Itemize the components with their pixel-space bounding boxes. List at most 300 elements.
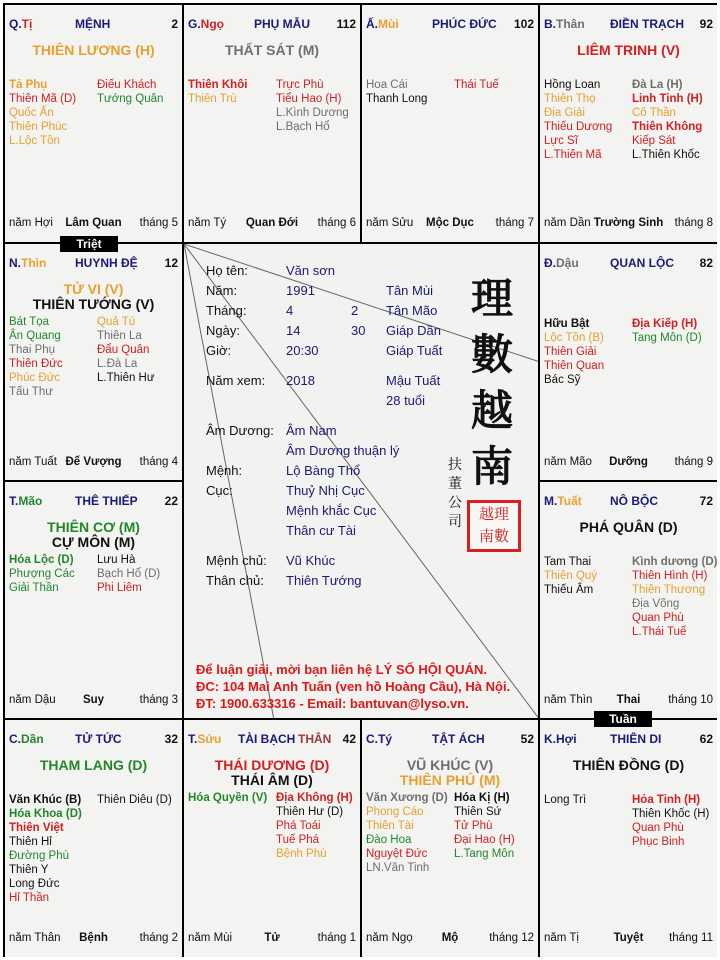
palace-stem: B. — [544, 17, 556, 31]
info-label: Giờ: — [206, 343, 232, 358]
palace-footer — [366, 932, 534, 946]
palace-branch-name: Tuất — [557, 494, 582, 508]
palace-month: tháng 4 — [139, 456, 178, 468]
palace-month: tháng 5 — [139, 217, 178, 229]
palace-cell[interactable] — [184, 720, 360, 957]
palace-branch — [9, 494, 42, 508]
info-can-chi: Giáp Dần — [386, 323, 441, 338]
palace-cell[interactable] — [540, 5, 717, 242]
palace-age-number: 52 — [520, 732, 534, 746]
palace-year: năm Thân — [9, 932, 61, 944]
palace-cell[interactable] — [5, 720, 182, 957]
palace-stem: N. — [9, 256, 21, 270]
palace-stem: Ấ. — [366, 17, 378, 31]
info-lunar-value: 2 — [351, 303, 359, 318]
palace-year: năm Mùi — [188, 932, 233, 944]
palace-footer — [544, 456, 713, 470]
main-star: THIÊN ĐỒNG (D) — [572, 757, 685, 773]
main-star: THẤT SÁT (M) — [224, 42, 320, 58]
minor-star: Tuế Phá — [276, 834, 320, 846]
minor-star: Địa Võng — [632, 598, 680, 610]
minor-star: Tả Phụ — [9, 79, 48, 91]
minor-stars-left — [188, 78, 247, 106]
minor-stars-left — [544, 78, 612, 162]
info-value: 20:30 — [286, 343, 319, 358]
minor-star: Thiên Khôi — [188, 79, 248, 91]
palace-age-number: 112 — [336, 17, 356, 31]
palace-stem: T. — [9, 494, 19, 508]
palace-branch-name: Ngọ — [200, 17, 224, 31]
palace-year: năm Sửu — [366, 217, 414, 229]
palace-name: PHÚC ĐỨC — [432, 17, 497, 31]
info-label: Tháng: — [206, 303, 247, 318]
info-lunar-value: 30 — [351, 323, 366, 338]
palace-branch-name: Thân — [556, 17, 585, 31]
minor-star: Nguyệt Đức — [366, 848, 428, 860]
life-stage: Dưỡng — [609, 456, 648, 468]
palace-footer — [9, 456, 178, 470]
palace-age-number: 2 — [171, 17, 178, 31]
minor-stars-right — [632, 793, 709, 849]
info-label: Âm Dương: — [206, 423, 274, 438]
minor-star: Hoa Cái — [366, 79, 408, 91]
info-value: 14 — [286, 323, 301, 338]
palace-branch-name: Mùi — [378, 17, 399, 31]
palace-footer — [9, 217, 178, 231]
info-can-chi: Giáp Tuất — [386, 343, 443, 358]
calligraphy-char: 越 — [471, 386, 514, 435]
info-value: Thân cư Tài — [286, 523, 356, 538]
palace-branch-name: Mão — [18, 494, 43, 508]
minor-stars-left — [9, 78, 76, 148]
contact-line: ĐT: 1900.633316 - Email: bantuvan@lyso.vn. — [196, 696, 469, 711]
info-can-chi: Tân Mão — [386, 303, 438, 318]
info-label: Năm xem: — [206, 373, 266, 388]
minor-star: Thiên Phúc — [9, 121, 68, 133]
info-label: Cục: — [206, 483, 233, 498]
chart-center-info — [184, 244, 538, 718]
main-stars — [184, 43, 360, 58]
minor-stars-left — [366, 791, 448, 875]
calligraphy-char: 南 — [471, 442, 514, 491]
palace-name: TẬT ÁCH — [432, 732, 485, 746]
palace-header — [9, 256, 178, 272]
info-label: Thân chủ: — [206, 573, 264, 588]
palace-branch — [9, 732, 44, 746]
minor-star: Thiếu Âm — [544, 584, 594, 596]
palace-header — [188, 732, 356, 748]
minor-stars-left — [9, 315, 63, 399]
palace-year: năm Hợi — [9, 217, 53, 229]
life-stage: Quan Đới — [245, 217, 299, 229]
palace-cell[interactable] — [540, 720, 717, 957]
main-stars — [5, 520, 182, 550]
minor-star: Điếu Khách — [97, 79, 157, 91]
minor-star: Tam Thai — [544, 556, 592, 568]
main-stars — [5, 758, 182, 773]
palace-month: tháng 3 — [139, 694, 178, 706]
minor-star: Tử Phù — [454, 820, 493, 832]
palace-footer — [366, 217, 534, 231]
palace-header — [366, 732, 534, 748]
palace-branch — [9, 256, 46, 270]
main-star: CỰ MÔN (M) — [51, 534, 136, 550]
minor-star: Thanh Long — [366, 93, 428, 105]
palace-branch — [544, 494, 582, 508]
minor-star: Thai Phụ — [9, 344, 56, 356]
minor-star: Quốc Ấn — [9, 107, 54, 119]
minor-star: Ân Quang — [9, 330, 61, 342]
main-star: THIÊN CƠ (M) — [47, 519, 140, 535]
minor-star: Thái Tuế — [454, 79, 499, 91]
palace-age-number: 22 — [164, 494, 178, 508]
palace-year: năm Tị — [544, 932, 579, 944]
minor-star: Lưu Hà — [97, 554, 136, 566]
palace-age-number: 82 — [699, 256, 713, 270]
minor-star: Trực Phù — [276, 79, 324, 91]
palace-header — [544, 732, 713, 748]
palace-month: tháng 2 — [139, 932, 178, 944]
minor-star: Cô Thần — [632, 107, 676, 119]
palace-cell[interactable] — [5, 5, 182, 242]
minor-star: Tấu Thư — [9, 386, 53, 398]
palace-year: năm Tuất — [9, 456, 57, 468]
minor-stars-left — [9, 553, 75, 595]
palace-name: ĐIỀN TRẠCH — [610, 17, 684, 31]
minor-stars-right — [276, 78, 349, 134]
palace-footer — [188, 217, 356, 231]
minor-star: Thiếu Dương — [544, 121, 613, 133]
minor-star: Lộc Tồn (B) — [544, 332, 604, 344]
life-stage: Thai — [616, 694, 641, 706]
tuan-marker: Tuần — [594, 711, 652, 727]
minor-stars-left — [544, 555, 597, 597]
palace-stem: Q. — [9, 17, 22, 31]
palace-name: TÀI BẠCH — [238, 732, 296, 746]
main-star: THIÊN TƯỚNG (V) — [32, 296, 155, 312]
minor-star: Thiên Quý — [544, 570, 598, 582]
palace-stem: M. — [544, 494, 558, 508]
info-value: Âm Dương thuận lý — [286, 443, 400, 458]
red-seal-stamp: 越理 南數 — [467, 500, 521, 552]
minor-star: Hóa Khoa (D) — [9, 808, 82, 820]
minor-star: Long Trì — [544, 794, 587, 806]
palace-name: NÔ BỘC — [610, 494, 658, 508]
minor-star: Phúc Đức — [9, 372, 61, 384]
palace-age-number: 42 — [342, 732, 356, 746]
main-stars — [362, 758, 538, 788]
minor-star: Thiên Thọ — [544, 93, 596, 105]
palace-cell[interactable] — [362, 720, 538, 957]
palace-month: tháng 7 — [495, 217, 534, 229]
minor-star: Quả Tú — [97, 316, 136, 328]
minor-stars-left — [366, 78, 427, 106]
palace-year: năm Dần — [544, 217, 591, 229]
minor-stars-right — [632, 555, 717, 639]
palace-footer — [544, 694, 713, 708]
minor-star: Thiên Y — [9, 864, 49, 876]
minor-star: L.Thái Tuế — [632, 626, 687, 638]
life-stage: Lâm Quan — [65, 217, 122, 229]
minor-stars-left — [9, 793, 82, 905]
minor-star: Thiên Hỉ — [9, 836, 52, 848]
minor-star: Tang Môn (D) — [632, 332, 702, 344]
palace-year: năm Tý — [188, 217, 227, 229]
minor-stars-right — [97, 78, 163, 106]
info-label: Năm: — [206, 283, 238, 298]
tu-vi-chart-grid — [3, 3, 717, 957]
info-label: Họ tên: — [206, 263, 248, 278]
palace-stem: C. — [9, 732, 21, 746]
minor-star: Hữu Bật — [544, 318, 590, 330]
minor-star: Thiên Khốc (H) — [632, 808, 710, 820]
minor-star: Quan Phù — [632, 822, 684, 834]
minor-star: Thiên Mã (D) — [9, 93, 77, 105]
palace-branch-name: Hợi — [556, 732, 577, 746]
minor-stars-left — [544, 317, 604, 387]
minor-star: Đại Hao (H) — [454, 834, 515, 846]
main-stars — [540, 758, 717, 773]
minor-star: Phượng Các — [9, 568, 75, 580]
minor-star: Thiên Hư (D) — [276, 806, 344, 818]
palace-name: TỬ TỨC — [75, 732, 122, 746]
main-star: PHÁ QUÂN (D) — [579, 519, 678, 535]
minor-star: Thiên Hình (H) — [632, 570, 708, 582]
minor-star: Long Đức — [9, 878, 60, 890]
info-label: Mệnh: — [206, 463, 243, 478]
minor-star: L.Thiên Mã — [544, 149, 602, 161]
minor-star: L.Kình Dương — [276, 107, 349, 119]
main-stars — [540, 43, 717, 58]
minor-star: Tướng Quân — [97, 93, 164, 105]
minor-star: Thiên Trù — [188, 93, 237, 105]
main-star: TỬ VI (V) — [63, 281, 124, 297]
main-stars — [184, 758, 360, 788]
info-label: Mệnh chủ: — [206, 553, 267, 568]
palace-cell[interactable] — [5, 482, 182, 718]
minor-star: L.Thiên Khốc — [632, 149, 700, 161]
minor-star: L.Bạch Hổ — [276, 121, 330, 133]
palace-name: THÊ THIẾP — [75, 494, 138, 508]
palace-footer — [9, 932, 178, 946]
palace-header — [544, 494, 713, 510]
palace-month: tháng 12 — [489, 932, 534, 944]
palace-header — [9, 732, 178, 748]
palace-age-number: 12 — [164, 256, 178, 270]
info-value: Âm Nam — [286, 423, 337, 438]
info-value: 2018 — [286, 373, 315, 388]
palace-branch — [544, 256, 579, 270]
palace-footer — [544, 932, 713, 946]
minor-star: Thiên Thương — [632, 584, 706, 596]
minor-star: Địa Không (H) — [276, 792, 353, 804]
minor-star: Linh Tinh (H) — [632, 93, 703, 105]
contact-line: Để luận giải, mời bạn liên hệ LÝ SỐ HỘI QUÁN. — [196, 662, 487, 677]
palace-stem: Đ. — [544, 256, 556, 270]
company-char: 司 — [448, 514, 462, 530]
life-stage: Đế Vượng — [65, 456, 122, 468]
palace-cell[interactable] — [184, 5, 360, 242]
minor-star: Hóa Quyền (V) — [188, 792, 268, 804]
palace-branch-name: Tị — [21, 17, 33, 31]
info-value: Lộ Bàng Thổ — [286, 463, 361, 478]
info-value: 4 — [286, 303, 294, 318]
palace-cell[interactable] — [5, 244, 182, 480]
minor-star: Bạch Hổ (D) — [97, 568, 161, 580]
minor-star: Văn Xương (D) — [366, 792, 448, 804]
company-char: 扶 — [448, 457, 462, 473]
minor-star: Đường Phù — [9, 850, 69, 862]
palace-header — [9, 17, 178, 33]
minor-stars-right — [632, 317, 702, 345]
palace-name: MỆNH — [75, 17, 111, 31]
life-stage: Trường Sinh — [593, 217, 664, 229]
minor-star: Phong Cáo — [366, 806, 424, 818]
main-stars — [5, 282, 182, 312]
minor-star: Hồng Loan — [544, 79, 601, 91]
minor-star: Đà La (H) — [632, 79, 683, 91]
minor-stars-right — [97, 553, 160, 595]
palace-header — [544, 256, 713, 272]
palace-branch-name: Dậu — [556, 256, 579, 270]
info-can-chi: 28 tuổi — [386, 393, 426, 408]
triet-marker: Triệt — [60, 236, 118, 252]
than-marker: THÂN — [298, 732, 332, 746]
palace-header — [544, 17, 713, 33]
minor-stars-right — [454, 78, 499, 92]
palace-cell[interactable] — [540, 482, 717, 718]
palace-year: năm Thìn — [544, 694, 593, 706]
palace-branch-name: Dần — [21, 732, 44, 746]
minor-star: Lực Sĩ — [544, 135, 578, 147]
minor-star: L.Lộc Tồn — [9, 135, 60, 147]
main-stars — [5, 43, 182, 58]
palace-name: PHỤ MẪU — [254, 17, 310, 31]
palace-branch — [544, 17, 585, 31]
palace-age-number: 62 — [699, 732, 713, 746]
minor-star: Địa Kiếp (H) — [632, 318, 698, 330]
company-char: 董 — [448, 476, 462, 492]
minor-star: Hỉ Thần — [9, 892, 50, 904]
minor-star: Hóa Kị (H) — [454, 792, 510, 804]
minor-star: L.Đà La — [97, 358, 138, 370]
minor-star: L.Thiên Hư — [97, 372, 155, 384]
life-stage: Tử — [264, 932, 280, 944]
calligraphy-char: 數 — [471, 330, 514, 379]
info-can-chi: Tân Mùi — [386, 283, 433, 298]
main-star: THIÊN LƯƠNG (H) — [32, 42, 155, 58]
palace-month: tháng 9 — [674, 456, 713, 468]
main-star: THÁI ÂM (D) — [231, 772, 313, 788]
palace-branch — [366, 732, 392, 746]
palace-stem: G. — [188, 17, 201, 31]
minor-star: Thiên Diêu (D) — [97, 794, 172, 806]
minor-star: Thiên Giải — [544, 346, 597, 358]
palace-branch — [544, 732, 577, 746]
minor-star: Kiếp Sát — [632, 135, 676, 147]
minor-stars-right — [97, 315, 155, 385]
palace-branch-name: Thìn — [21, 256, 47, 270]
minor-star: Thiên Việt — [9, 822, 64, 834]
minor-star: Đào Hoa — [366, 834, 412, 846]
minor-star: Văn Khúc (B) — [9, 794, 82, 806]
palace-month: tháng 6 — [317, 217, 356, 229]
minor-star: Phá Toái — [276, 820, 321, 832]
minor-star: Địa Giải — [544, 107, 585, 119]
main-star: THÁI DƯƠNG (D) — [214, 757, 330, 773]
palace-name: HUYNH ĐỆ — [75, 256, 138, 270]
info-value: Mệnh khắc Cục — [286, 503, 377, 518]
palace-cell[interactable] — [540, 244, 717, 480]
contact-line: ĐC: 104 Mai Anh Tuấn (ven hồ Hoàng Cầu), Hà Nội. — [196, 679, 511, 694]
minor-stars-right — [97, 793, 172, 807]
palace-year: năm Ngọ — [366, 932, 413, 944]
minor-stars-right — [632, 78, 703, 162]
palace-footer — [544, 217, 713, 231]
minor-star: Kình dương (D) — [632, 556, 717, 568]
minor-stars-right — [276, 791, 353, 861]
minor-star: Thiên Đức — [9, 358, 63, 370]
palace-branch — [188, 17, 224, 31]
minor-star: Bệnh Phù — [276, 848, 327, 860]
info-value: Thuỷ Nhị Cục — [286, 483, 365, 498]
info-value: Vũ Khúc — [286, 553, 336, 568]
palace-age-number: 72 — [699, 494, 713, 508]
palace-stem: C. — [366, 732, 378, 746]
minor-star: Tiểu Hao (H) — [276, 93, 342, 105]
palace-branch-name: Sửu — [197, 732, 222, 746]
palace-month: tháng 1 — [317, 932, 356, 944]
palace-age-number: 32 — [164, 732, 178, 746]
info-can-chi: Mậu Tuất — [386, 373, 441, 388]
minor-star: Bát Tọa — [9, 316, 50, 328]
palace-stem: K. — [544, 732, 556, 746]
minor-star: Phi Liêm — [97, 582, 142, 594]
minor-star: L.Tang Môn — [454, 848, 515, 860]
life-stage: Tuyệt — [613, 932, 644, 944]
palace-header — [9, 494, 178, 510]
life-stage: Mộc Dục — [426, 217, 474, 229]
palace-footer — [188, 932, 356, 946]
minor-star: Phục Binh — [632, 836, 685, 848]
palace-age-number: 92 — [699, 17, 713, 31]
life-stage: Bệnh — [79, 932, 108, 944]
palace-header — [366, 17, 534, 33]
minor-star: Hỏa Tinh (H) — [632, 794, 701, 806]
minor-star: Quan Phù — [632, 612, 684, 624]
minor-stars-left — [188, 791, 267, 805]
minor-star: Bác Sỹ — [544, 374, 581, 386]
palace-month: tháng 11 — [669, 932, 713, 944]
palace-branch — [366, 17, 399, 31]
info-value: 1991 — [286, 283, 315, 298]
palace-name: QUAN LỘC — [610, 256, 674, 270]
minor-star: Đẩu Quân — [97, 344, 150, 356]
palace-year: năm Mão — [544, 456, 592, 468]
minor-star: LN.Văn Tinh — [366, 862, 430, 874]
info-label: Ngày: — [206, 323, 240, 338]
palace-footer — [9, 694, 178, 708]
minor-star: Thiên Không — [632, 121, 703, 133]
minor-star: Thiên La — [97, 330, 142, 342]
minor-star: Thiên Sứ — [454, 806, 502, 818]
life-stage: Mộ — [441, 932, 459, 944]
minor-stars-right — [454, 791, 515, 861]
palace-cell[interactable] — [362, 5, 538, 242]
main-star: THIÊN PHỦ (M) — [399, 772, 501, 788]
info-value: Văn sơn — [286, 263, 335, 278]
palace-year: năm Dậu — [9, 694, 56, 706]
